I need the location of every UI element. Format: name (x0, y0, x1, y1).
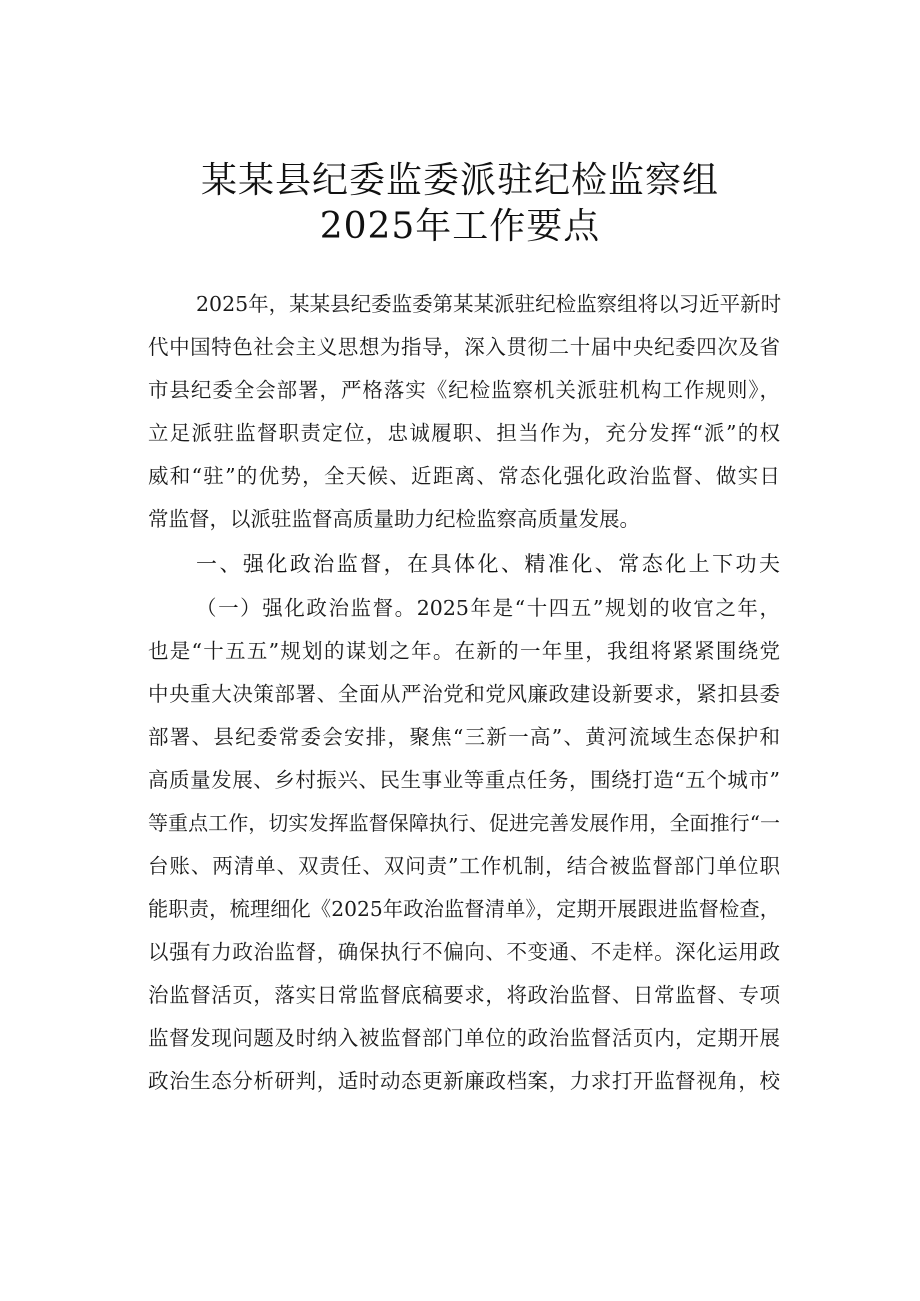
section-1-line-5: 高质量发展、乡村振兴、民生事业等重点任务，围绕打造“五个城市” (148, 768, 780, 792)
section-1-line-10: 治监督活页，落实日常监督底稿要求，将政治监督、日常监督、专项 (148, 983, 780, 1007)
section-1-line-7: 台账、两清单、双责任、双问责”工作机制，结合被监督部门单位职 (148, 854, 780, 878)
intro-line-5: 威和“驻”的优势，全天候、近距离、常态化强化政治监督、做实日 (148, 464, 780, 488)
section-1-line-8: 能职责，梳理细化《2025年政治监督清单》，定期开展跟进监督检查， (148, 897, 780, 921)
section-1-line-4: 部署、县纪委常委会安排，聚焦“三新一高”、黄河流域生态保护和 (148, 725, 780, 749)
section-1-line-6: 等重点工作，切实发挥监督保障执行、促进完善发展作用，全面推行“一 (148, 811, 780, 835)
intro-line-1: 2025年，某某县纪委监委第某某派驻纪检监察组将以习近平新时 (196, 292, 782, 316)
section-1-line-2: 也是“十五五”规划的谋划之年。在新的一年里，我组将紧紧围绕党 (148, 639, 780, 663)
section-1-line-1: （一）强化政治监督。2025年是“十四五”规划的收官之年， (196, 596, 780, 620)
document-title-line-2: 2025年工作要点 (319, 206, 601, 247)
section-1-line-12: 政治生态分析研判，适时动态更新廉政档案，力求打开监督视角，校 (148, 1069, 780, 1093)
section-1-heading: 一、强化政治监督，在具体化、精准化、常态化上下功夫 (196, 552, 780, 576)
section-1-line-3: 中央重大决策部署、全面从严治党和党风廉政建设新要求，紧扣县委 (148, 682, 780, 706)
section-1-line-11: 监督发现问题及时纳入被监督部门单位的政治监督活页内，定期开展 (148, 1026, 780, 1050)
intro-line-4: 立足派驻监督职责定位，忠诚履职、担当作为，充分发挥“派”的权 (148, 421, 780, 445)
intro-line-3: 市县纪委全会部署，严格落实《纪检监察机关派驻机构工作规则》， (148, 378, 780, 402)
document-title-line-1: 某某县纪委监委派驻纪检监察组 (200, 160, 719, 201)
intro-line-2: 代中国特色社会主义思想为指导，深入贯彻二十届中央纪委四次及省 (148, 335, 780, 359)
intro-line-6: 常监督，以派驻监督高质量助力纪检监察高质量发展。 (148, 507, 640, 531)
section-1-line-9: 以强有力政治监督，确保执行不偏向、不变通、不走样。深化运用政 (148, 940, 780, 964)
